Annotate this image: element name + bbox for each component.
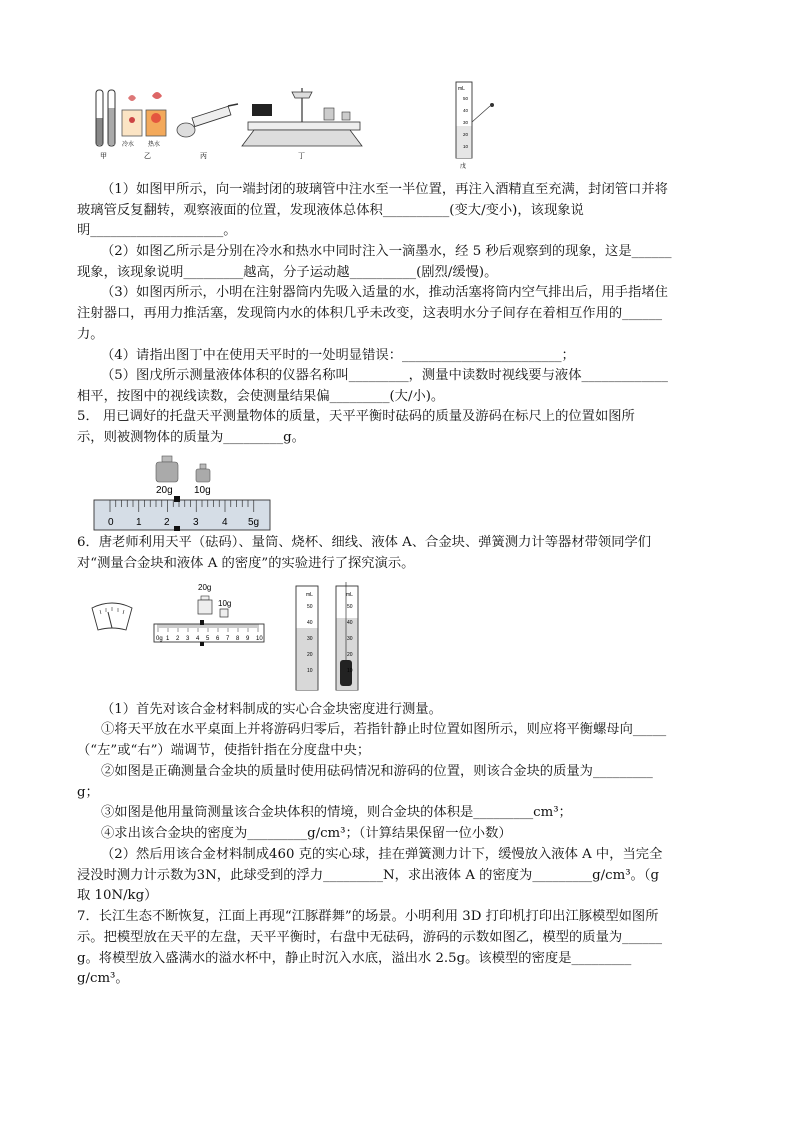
q4-part4: （4）请指出图丁中在使用天平时的一处明显错误：________________________； (101, 348, 575, 363)
balance-ding (242, 88, 362, 160)
label-bing: 丙 (200, 153, 207, 160)
q6-c2-line2: （“左”或“右”）端调节，使指针指在分度盘中央； (77, 743, 371, 758)
svg-text:20: 20 (347, 652, 353, 658)
q6-c3-line1: ②如图是正确测量合金块的质量时使用砝码情况和游码的位置，则该合金块的质量为_________ (101, 764, 653, 779)
scale-label: 4 (196, 636, 200, 642)
cylinder-after (336, 582, 358, 690)
scale-label: 3 (186, 636, 190, 642)
svg-text:20g: 20g (156, 485, 173, 496)
scale-label: 1 (166, 636, 170, 642)
q5-line1: 5． 用已调好的托盘天平测量物体的质量，天平平衡时砝码的质量及游码在标尺上的位置如图所 (77, 409, 635, 424)
rider-bottom (174, 526, 180, 531)
svg-text:mL: mL (346, 592, 353, 598)
beakers-yi (122, 92, 166, 160)
scale-label: 10 (256, 636, 263, 642)
cyl-unit: mL (458, 86, 465, 92)
q4-part5-line2: 相平，按图中的视线读数，会使测量结果偏_________(大/小)。 (77, 389, 445, 404)
syringe-bing (177, 104, 238, 160)
q4-part5-line1: （5）图戊所示测量液体体积的仪器名称叫_________，测量中读数时视线要与液体_____________ (101, 368, 668, 383)
balance-dial (92, 603, 132, 630)
q6-c6-line3: 取 10N/kg） (77, 888, 158, 903)
label-ding: 丁 (298, 153, 305, 160)
scale-label: 5 (206, 636, 210, 642)
svg-text:10g: 10g (194, 485, 211, 496)
label-wu: 戊 (460, 164, 467, 170)
q4-part2-line2: 现象，该现象说明_________越高，分子运动越__________(剧烈/缓慢)。 (77, 265, 498, 280)
svg-text:40: 40 (307, 620, 313, 626)
svg-text:5g: 5g (248, 517, 260, 528)
label-cold: 冷水 (122, 142, 135, 148)
svg-text:40: 40 (347, 620, 353, 626)
svg-text:0: 0 (108, 517, 114, 528)
svg-text:20: 20 (307, 652, 313, 658)
label-jia: 甲 (100, 153, 107, 160)
scale-label: 8 (236, 636, 240, 642)
q4-part3-line1: （3）如图丙所示，小明在注射器筒内先吸入适量的水，推动活塞将筒内空气排出后，用手指堵住 (101, 285, 668, 300)
q4-part3-line2: 注射器口，再用力推活塞，发现筒内水的体积几乎未改变，这表明水分子间存在着相互作用的______ (77, 306, 663, 321)
weight-20g (156, 456, 178, 496)
svg-text:50: 50 (307, 604, 313, 610)
cylinder-before (296, 586, 318, 690)
q5-line2: 示，则被测物体的质量为_________g。 (77, 430, 305, 445)
rider-scale (94, 496, 270, 531)
q6-rider-scale (154, 620, 264, 646)
cylinder-wu (456, 82, 494, 170)
q7-line1: 7．长江生态不断恢复，江面上再现“江豚群舞”的场景。小明利用 3D 打印机打印出江豚模型如图所 (77, 909, 659, 924)
svg-text:2: 2 (164, 517, 170, 528)
svg-text:30: 30 (307, 636, 313, 642)
rider-top (174, 496, 180, 502)
q7-line2: 示。把模型放在天平的左盘，天平平衡时，右盘中无砝码，游码的示数如图乙，模型的质量为______ (77, 930, 663, 945)
figure-row-1 (88, 78, 508, 170)
svg-text:3: 3 (193, 517, 199, 528)
q6-c6-line1: （2）然后用该合金材料制成460 克的实心球，挂在弹簧测力计下，缓慢放入液体 A 中，当完全 (101, 847, 663, 862)
svg-text:50: 50 (347, 604, 353, 610)
svg-text:10: 10 (347, 668, 353, 674)
svg-text:30: 30 (347, 636, 353, 642)
q7-line4: g/cm³。 (77, 971, 129, 986)
weight-10g (194, 464, 211, 496)
q7-line3: g。将模型放入盛满水的溢水杯中，静止时沉入水底，溢出水 2.5g。该模型的密度是_________ (77, 951, 632, 966)
test-tubes-jia (96, 90, 115, 160)
q6-line2: 对“测量合金块和液体 A 的密度”的实验进行了探究演示。 (77, 556, 415, 571)
svg-text:10g: 10g (218, 599, 232, 608)
svg-text:10: 10 (307, 668, 313, 674)
q6-c3-line2: g； (77, 785, 99, 800)
q4-part1-line2: 玻璃管反复翻转，观察液面的位置，发现液体总体积__________(变大/变小)，该现象说 (77, 203, 584, 218)
q6-c1: （1）首先对该合金材料制成的实心合金块密度进行测量。 (101, 702, 442, 717)
q4-part1-line3: 明____________________。 (77, 223, 237, 238)
svg-text:mL: mL (306, 592, 313, 598)
q6-weights (198, 583, 231, 617)
q6-line1: 6．唐老师利用天平（砝码）、量筒、烧杯、细线、液体 A、合金块、弹簧测力计等器材带领同学们 (77, 535, 652, 550)
q6-c6-line2: 浸没时测力计示数为3N，此球受到的浮力_________N，求出液体 A 的密度为_________g/cm³。（g (77, 868, 660, 883)
svg-text:1: 1 (136, 517, 142, 528)
q4-part1-line1: （1）如图甲所示，向一端封闭的玻璃管中注水至一半位置，再注入酒精直至充满，封闭管口并将 (101, 182, 668, 197)
q6-c2-line1: ①将天平放在水平桌面上并将游码归零后，若指针静止时位置如图所示，则应将平衡螺母向_____ (101, 722, 667, 737)
scale-label: 6 (216, 636, 220, 642)
scale-label: 7 (226, 636, 230, 642)
scale-label: 2 (176, 636, 180, 642)
label-yi: 乙 (144, 153, 151, 160)
q6-c5: ④求出该合金块的密度为_________g/cm³；（计算结果保留一位小数） (101, 826, 512, 841)
q6-figure (88, 578, 388, 694)
scale-label: 9 (246, 636, 250, 642)
svg-text:10: 10 (463, 144, 469, 149)
q4-part2-line1: （2）如图乙所示是分别在冷水和热水中同时注入一滴墨水，经 5 秒后观察到的现象，这是______ (101, 244, 672, 259)
q4-part3-line3: 力。 (77, 327, 104, 342)
label-hot: 热水 (148, 142, 161, 148)
q5-figure (92, 452, 274, 532)
svg-text:50: 50 (463, 96, 469, 101)
svg-text:20: 20 (463, 132, 469, 137)
svg-text:20g: 20g (198, 583, 212, 592)
q6-c4: ③如图是他用量筒测量该合金块体积的情境，则合金块的体积是_________cm³； (101, 805, 572, 820)
svg-text:30: 30 (463, 120, 469, 125)
svg-text:4: 4 (222, 517, 228, 528)
svg-text:40: 40 (463, 108, 469, 113)
scale-label: 0g (156, 636, 163, 642)
